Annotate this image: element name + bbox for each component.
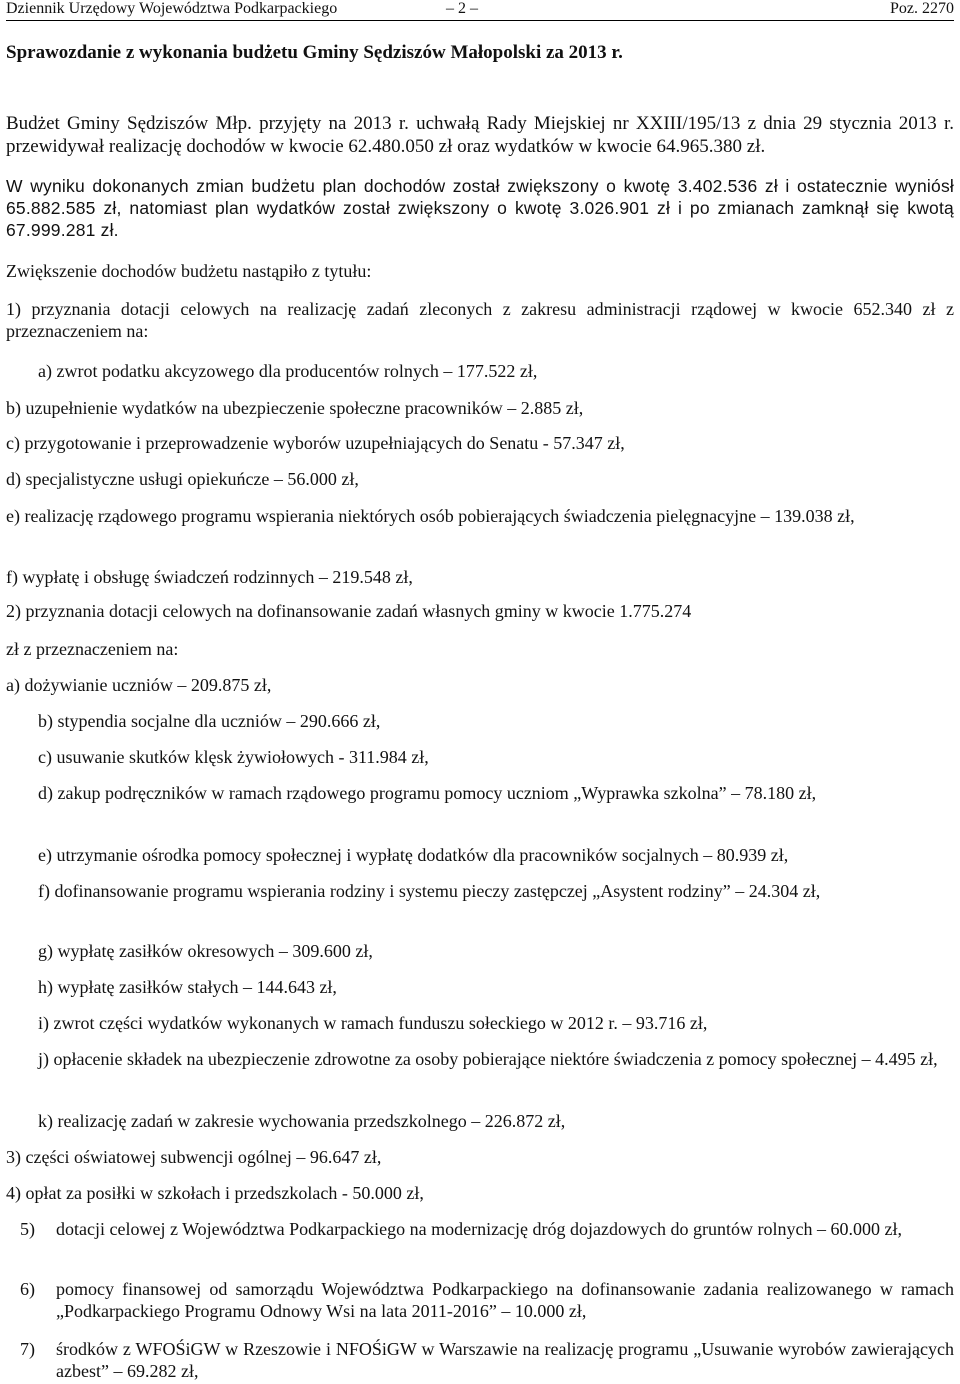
section-1-item-e: e) realizację rządowego programu wspierania niektórych osób pobierających świadczenia pielęgnacyjne – 139.038 zł,	[6, 506, 855, 526]
document-title: Sprawozdanie z wykonania budżetu Gminy Sędziszów Małopolski za 2013 r.	[6, 42, 623, 63]
increase-intro: Zwiększenie dochodów budżetu nastąpiło z tytułu:	[6, 261, 372, 281]
section-2-text: 2) przyznania dotacji celowych na dofinansowanie zadań własnych gminy w kwocie 1.775.274	[6, 601, 692, 621]
section-1-item-d: d) specjalistyczne usługi opiekuńcze – 56.000 zł,	[6, 469, 359, 489]
position-number: Poz. 2270	[890, 0, 954, 17]
section-2-item-k: k) realizację zadań w zakresie wychowania przedszkolnego – 226.872 zł,	[38, 1111, 566, 1131]
section-2-item-c: c) usuwanie skutków klęsk żywiołowych - 311.984 zł,	[38, 747, 429, 767]
section-2-item-a: a) dożywianie uczniów – 209.875 zł,	[6, 675, 272, 695]
section-2-text-cont: zł z przeznaczeniem na:	[6, 639, 179, 659]
budget-change-paragraph: W wyniku dokonanych zmian budżetu plan dochodów został zwiększony o kwotę 3.402.536 zł i ostatecznie wyniósł 65.882.585 zł, natomiast plan wydatków został zwiększony o kwotę 3.026.901 zł i po zmianach zamknął się kwotą 67.999.281 zł.	[6, 176, 954, 240]
journal-name: Dziennik Urzędowy Województwa Podkarpackiego	[6, 0, 338, 17]
section-2-item-g: g) wypłatę zasiłków okresowych – 309.600 zł,	[38, 941, 373, 961]
section-1-text: 1) przyznania dotacji celowych na realizację zadań zleconych z zakresu administracji rządowej w kwocie 652.340 zł z przeznaczeniem na:	[6, 299, 954, 341]
section-2-item-d: d) zakup podręczników w ramach rządowego programu pomocy uczniom „Wyprawka szkolna” – 78.180 zł,	[38, 783, 817, 803]
section-2-item-f: f) dofinansowanie programu wspierania rodziny i systemu pieczy zastępczej „Asystent rodziny” – 24.304 zł,	[38, 881, 821, 901]
section-5-number: 5)	[20, 1219, 35, 1239]
section-6-number: 6)	[20, 1279, 35, 1299]
section-7-text: środków z WFOŚiGW w Rzeszowie i NFOŚiGW w Warszawie na realizację programu „Usuwanie wyrobów zawierających azbest” – 69.282 zł,	[56, 1339, 954, 1381]
section-1-item-b: b) uzupełnienie wydatków na ubezpieczenie społeczne pracowników – 2.885 zł,	[6, 398, 584, 418]
section-6-text: pomocy finansowej od samorządu Województwa Podkarpackiego na dofinansowanie zadania realizowanego w ramach „Podkarpackiego Programu Odnowy Wsi na lata 2011-2016” – 10.000 zł,	[56, 1279, 954, 1321]
section-2-item-i: i) zwrot części wydatków wykonanych w ramach funduszu sołeckiego w 2012 r. – 93.716 zł,	[38, 1013, 708, 1033]
section-2-item-h: h) wypłatę zasiłków stałych – 144.643 zł,	[38, 977, 337, 997]
intro-paragraph: Budżet Gminy Sędziszów Młp. przyjęty na 2013 r. uchwałą Rady Miejskiej nr XXIII/195/13 z dnia 29 stycznia 2013 r. przewidywał realizację dochodów w kwocie 62.480.050 zł oraz wydatków w kwocie 64.965.380 zł.	[6, 113, 954, 157]
page-header	[6, 0, 954, 21]
section-1-item-f: f) wypłatę i obsługę świadczeń rodzinnych – 219.548 zł,	[6, 567, 413, 587]
section-4-text: 4) opłat za posiłki w szkołach i przedszkolach - 50.000 zł,	[6, 1183, 424, 1203]
section-1-item-a: a) zwrot podatku akcyzowego dla producentów rolnych – 177.522 zł,	[38, 361, 538, 381]
section-1-item-c: c) przygotowanie i przeprowadzenie wyborów uzupełniających do Senatu - 57.347 zł,	[6, 433, 625, 453]
section-5-text: dotacji celowej z Województwa Podkarpackiego na modernizację dróg dojazdowych do gruntów rolnych – 60.000 zł,	[56, 1219, 902, 1239]
section-2-item-j: j) opłacenie składek na ubezpieczenie zdrowotne za osoby pobierające niektóre świadczenia z pomocy społecznej – 4.495 zł,	[38, 1049, 938, 1069]
section-2-item-b: b) stypendia socjalne dla uczniów – 290.666 zł,	[38, 711, 381, 731]
section-2-item-e: e) utrzymanie ośrodka pomocy społecznej i wypłatę dodatków dla pracowników socjalnych – 80.939 zł,	[38, 845, 789, 865]
page-number: – 2 –	[446, 0, 478, 17]
section-7-number: 7)	[20, 1339, 35, 1359]
section-3-text: 3) części oświatowej subwencji ogólnej – 96.647 zł,	[6, 1147, 382, 1167]
